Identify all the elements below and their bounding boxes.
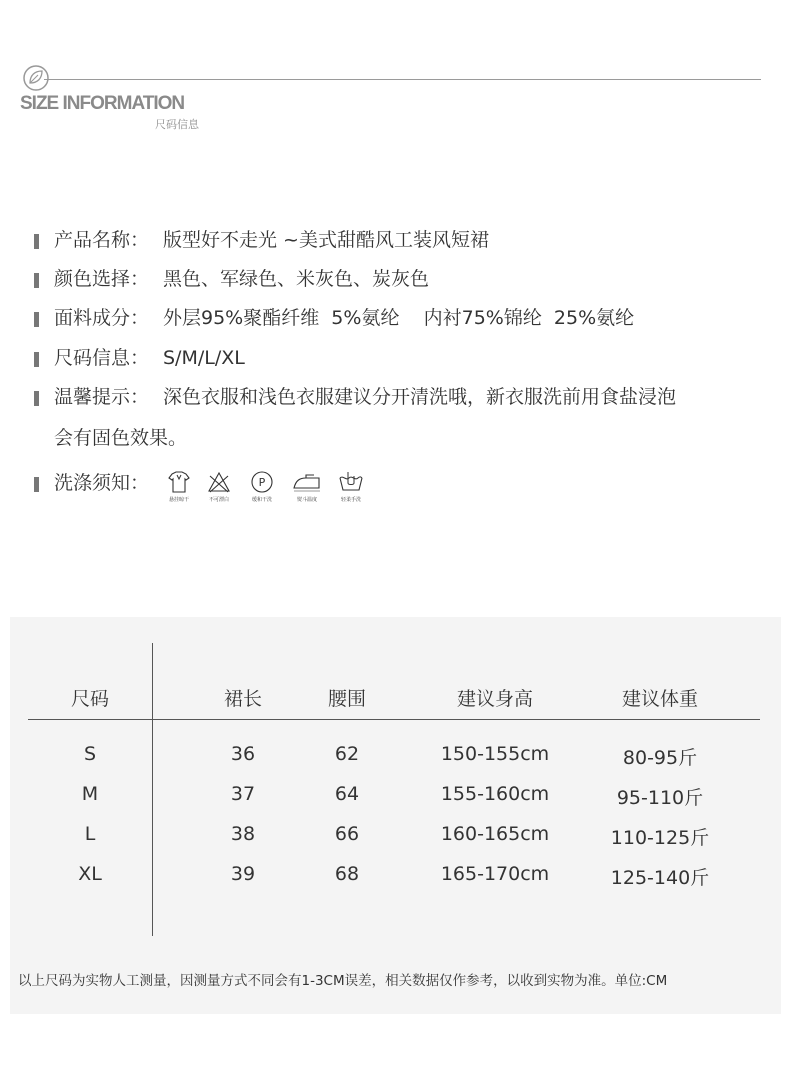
table-cell: 62 <box>334 743 360 765</box>
table-cell: 150-155cm <box>440 743 550 765</box>
bullet-bar <box>34 273 39 288</box>
table-cell: 36 <box>230 743 256 765</box>
table-cell: 68 <box>334 863 360 885</box>
bullet-bar <box>34 352 39 367</box>
size-info-label: 尺码信息： <box>54 347 150 369</box>
header-divider <box>44 79 761 80</box>
table-cell: 125-140斤 <box>610 867 710 889</box>
color-value: 黑色、军绿色、米灰色、炭灰色 <box>163 268 430 290</box>
page-title: SIZE INFORMATION <box>20 93 185 114</box>
tips-value: 深色衣服和浅色衣服建议分开清洗哦，新衣服洗前用食盐浸泡 <box>163 386 677 408</box>
tips-value-line2: 会有固色效果。 <box>54 427 188 449</box>
product-name-label: 产品名称： <box>54 229 150 251</box>
table-cell: S <box>83 743 97 765</box>
header-size: 尺码 <box>70 688 109 710</box>
svg-text:P: P <box>258 476 266 489</box>
no-bleach-icon <box>202 470 236 503</box>
size-info-value: S/M/L/XL <box>163 347 245 369</box>
table-cell: 80-95斤 <box>622 747 698 769</box>
hang-dry-caption: 悬挂晾干 <box>168 497 189 503</box>
page-subtitle: 尺码信息 <box>155 118 199 131</box>
table-header-divider <box>28 719 760 720</box>
table-cell: 95-110斤 <box>616 787 704 809</box>
bullet-bar <box>34 477 39 492</box>
hand-wash-caption: 轻柔手洗 <box>340 497 361 503</box>
table-cell: L <box>84 823 96 845</box>
tips-label: 温馨提示： <box>54 386 150 408</box>
header-height: 建议身高 <box>456 688 533 710</box>
table-cell: 38 <box>230 823 256 845</box>
iron-icon <box>290 470 324 503</box>
dry-clean-icon <box>245 470 279 503</box>
table-vertical-divider <box>152 643 153 936</box>
leaf-icon <box>22 64 50 92</box>
size-table <box>10 617 781 1014</box>
hand-wash-icon <box>334 470 368 503</box>
dry-clean-caption: 缓和干洗 <box>251 497 272 503</box>
product-name-value: 版型好不走光 ~美式甜酷风工装风短裙 <box>163 229 489 251</box>
bullet-bar <box>34 234 39 249</box>
table-cell: M <box>81 783 99 805</box>
care-label: 洗涤须知： <box>54 472 150 494</box>
no-bleach-caption: 不可漂白 <box>208 497 229 503</box>
hang-dry-icon <box>162 470 196 503</box>
table-cell: 165-170cm <box>440 863 550 885</box>
table-cell: 155-160cm <box>440 783 550 805</box>
table-cell: XL <box>78 863 102 885</box>
header-waist: 腰围 <box>327 688 366 710</box>
bullet-bar <box>34 391 39 406</box>
fabric-label: 面料成分： <box>54 307 150 329</box>
color-label: 颜色选择： <box>54 268 150 290</box>
header-weight: 建议体重 <box>621 688 698 710</box>
measurement-note: 以上尺码为实物人工测量，因测量方式不同会有1-3CM误差，相关数据仅作参考，以收到实物为准。单位:CM <box>18 973 668 989</box>
bullet-bar <box>34 312 39 327</box>
table-cell: 37 <box>230 783 256 805</box>
table-cell: 160-165cm <box>440 823 550 845</box>
table-cell: 110-125斤 <box>610 827 710 849</box>
table-cell: 39 <box>230 863 256 885</box>
table-cell: 64 <box>334 783 360 805</box>
table-cell: 66 <box>334 823 360 845</box>
fabric-value: 外层95%聚酯纤维 5%氨纶 内衬75%锦纶 25%氨纶 <box>163 307 635 329</box>
header-length: 裙长 <box>223 688 262 710</box>
iron-caption: 熨斗温度 <box>296 497 317 503</box>
